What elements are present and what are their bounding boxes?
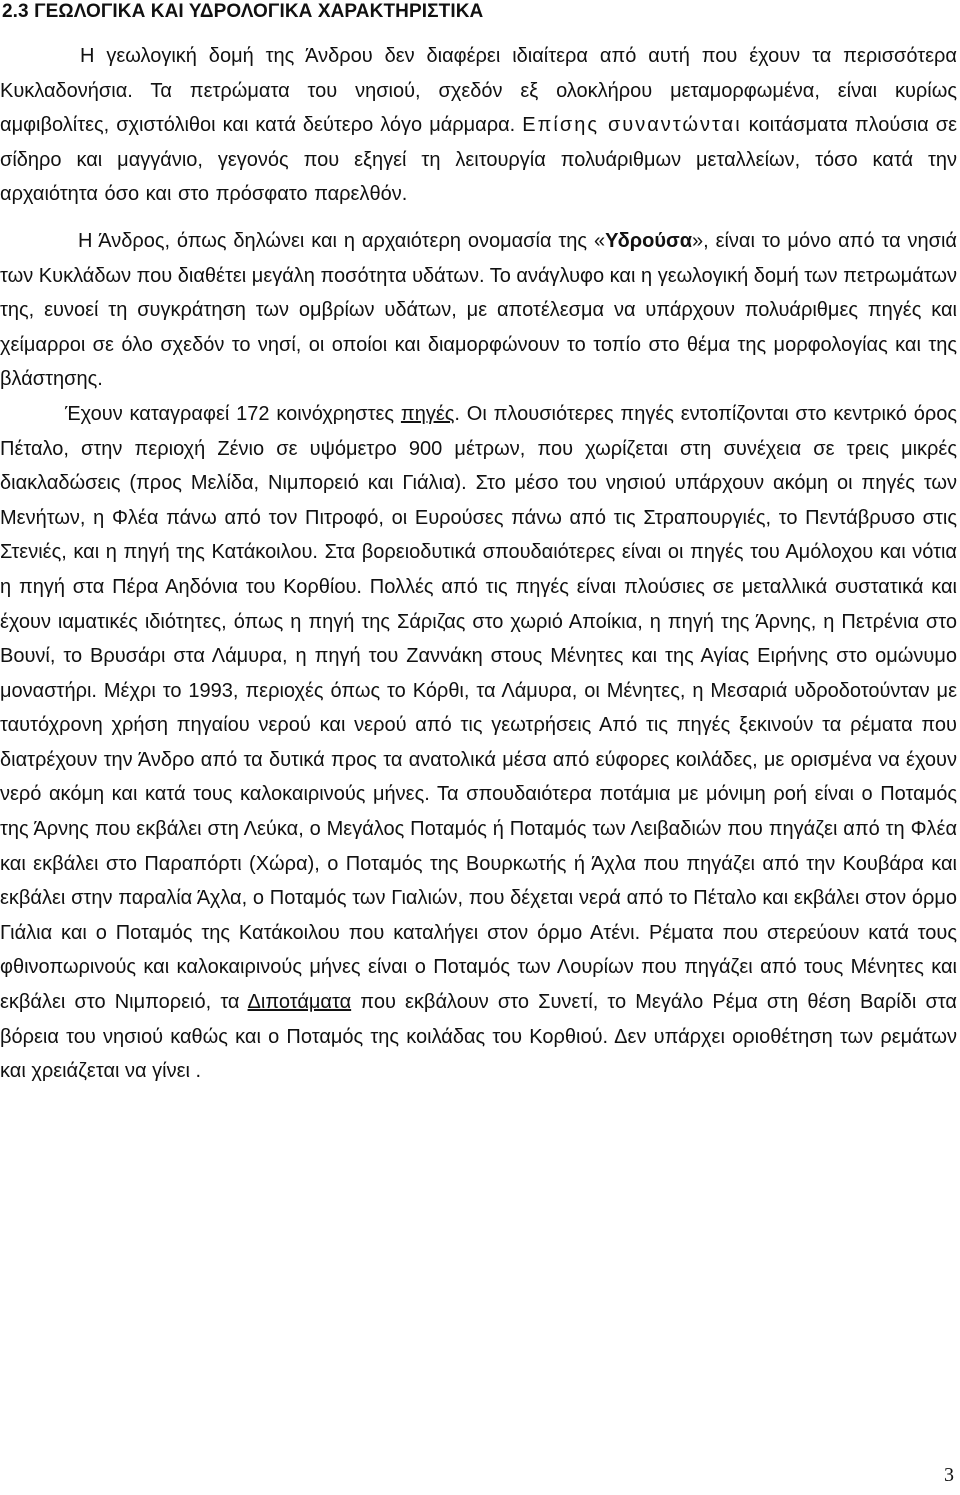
paragraph-waters [0,224,957,397]
paragraph-geology-text-b: κοιτάσματα πλούσια σε σίδηρο και μαγγάνιο, γεγονός που εξηγεί τη λειτουργία πολυάριθμων μεταλλείων, τόσο κατά την αρχαιότητα όσο και στο πρόσφατο παρελθόν. [0,114,957,206]
paragraph-waters-text-a: Η Άνδρος, όπως δηλώνει και η αρχαιότερη ονομασία της « [78,229,606,252]
paragraph-springs-text-b: . Οι πλουσιότερες πηγές εντοπίζονται στο κεντρικό όρος Πέταλο, στην περιοχή Ζένιο σε υψόμετρο 900 μέτρων, που χωρίζεται στη συνέχεια σε τρεις μικρές διακλαδώσεις (προς Μελίδα, Νιμπορειό και Γιάλια). Στο μέσο του νησιού υπάρχουν ακόμη οι πηγές των Μενήτων, η Φλέα πάνω από τον Πιτροφό, οι Ευρούσες πάνω από τις Στραπουργιές, το Πεντάβρυσο στις Στενιές, και η πηγή της Κατάκοιλου. Στα βορειοδυτικά σπουδαιότερες είναι οι πηγές του Αμόλοχου και νότια η πηγή στα Πέρα Αηδόνια του Κορθίου. Πολλές από τις πηγές είναι πλούσιες σε μεταλλικά συστατικά και έχουν ιαματικές ιδιότητες, όπως η πηγή της Σάριζας στο χωριό Αποίκια, η πηγή της Άρνης, η Πετρένια στο Βουνί, το Βρυσάρι στα Λάμυρα, η πηγή του Ζαννάκη στους Μένητες και της Αγίας Ειρήνης στο ομώνυμο μοναστήρι. Μέχρι το 1993, περιοχές όπως το Κόρθι, τα Λάμυρα, οι Μένητες, η Μεσαριά υδροδοτούνταν με ταυτόχρονη χρήση πηγαίου νερού και νερού από τις γεωτρήσεις Από τις πηγές ξεκινούν τα ρέματα που διατρέχουν την Άνδρο από τα δυτικά προς τα ανατολικά μέσα από εύφορες κοιλάδες, με ορισμένα να έχουν νερό ακόμη και κατά τους καλοκαιρινούς μήνες. Τα σπουδαιότερα ποτάμια με μόνιμη ροή είναι ο Ποταμός της Άρνης που εκβάλει στη Λεύκα, ο Μεγάλος Ποταμός ή Ποταμός των Λειβαδιών που πηγάζει από τη Φλέα και εκβάλει στο Παραπόρτι (Χώρα), ο Ποταμός της Βουρκωτής ή Άχλα που πηγάζει από την Κουβάρα και εκβάλει στην παραλία Άχλα, ο Ποταμός των Γιαλιών, που δέχεται νερά από το Πέταλο και εκβάλει στον όρμο Γιάλια και ο Ποταμός της Κατάκοιλου που καταλήγει στον όρμο Ατένι. Ρέματα που στερεύουν κατά τους φθινοπωρινούς και καλοκαιρινούς μήνες είναι ο Ποταμός των Λουρίων που πηγάζει από τους Μένητες και εκβάλει στο Νιμπορειό, τα [0,402,957,1014]
dipotamata-link[interactable]: Διποτάματα [247,991,352,1014]
body-text [0,39,957,1089]
island-old-name: Υδρούσα [605,229,692,252]
paragraph-springs-text-c: που εκβάλουν στο Συνετί, το Μεγάλο Ρέμα στη θέση Βαρίδι στα βόρεια του νησιού καθώς και ο Ποταμός της κοιλάδας του Κορθιού. Δεν υπάρχει οριοθέτηση των ρεμάτων και χρειάζεται να γίνει . [0,991,957,1083]
page-number: 3 [944,1464,954,1486]
section-heading: 2.3 ΓΕΩΛΟΓΙΚΑ ΚΑΙ ΥΔΡΟΛΟΓΙΚΑ ΧΑΡΑΚΤΗΡΙΣΤΙΚΑ [2,1,484,22]
springs-link[interactable]: πηγές [400,402,455,425]
paragraph-springs-text-a: Έχουν καταγραφεί 172 κοινόχρηστες [65,402,401,425]
paragraph-geology-text-a: Η γεωλογική δομή της Άνδρου δεν διαφέρει ιδιαίτερα από αυτή που έχουν τα περισσότερα Κυκλαδονήσια. Τα πετρώματα του νησιού, σχεδόν εξ ολοκλήρου μεταμορφωμένα, είναι κυρίως αμφιβολίτες, σχιστόλιθοι και κατά δεύτερο λόγο μάρμαρα. [0,45,957,137]
paragraph-geology-spaced-words: Επίσης συναντώνται [522,114,742,137]
paragraph-geology [0,39,957,212]
paragraph-springs [0,397,957,1089]
paragraph-waters-text-b: », είναι το μόνο από τα νησιά των Κυκλάδων που διαθέτει μεγάλη ποσότητα υδάτων. Το ανάγλυφο και η γεωλογική δομή των πετρωμάτων της, ευνοεί τη συγκράτηση των ομβρίων υδάτων, με αποτέλεσμα να υπάρχουν πολυάριθμες πηγές και χείμαρροι σε όλο σχεδόν το νησί, οι οποίοι και διαμορφώνουν το τοπίο στο θέμα της μορφολογίας και της βλάστησης. [0,229,957,391]
